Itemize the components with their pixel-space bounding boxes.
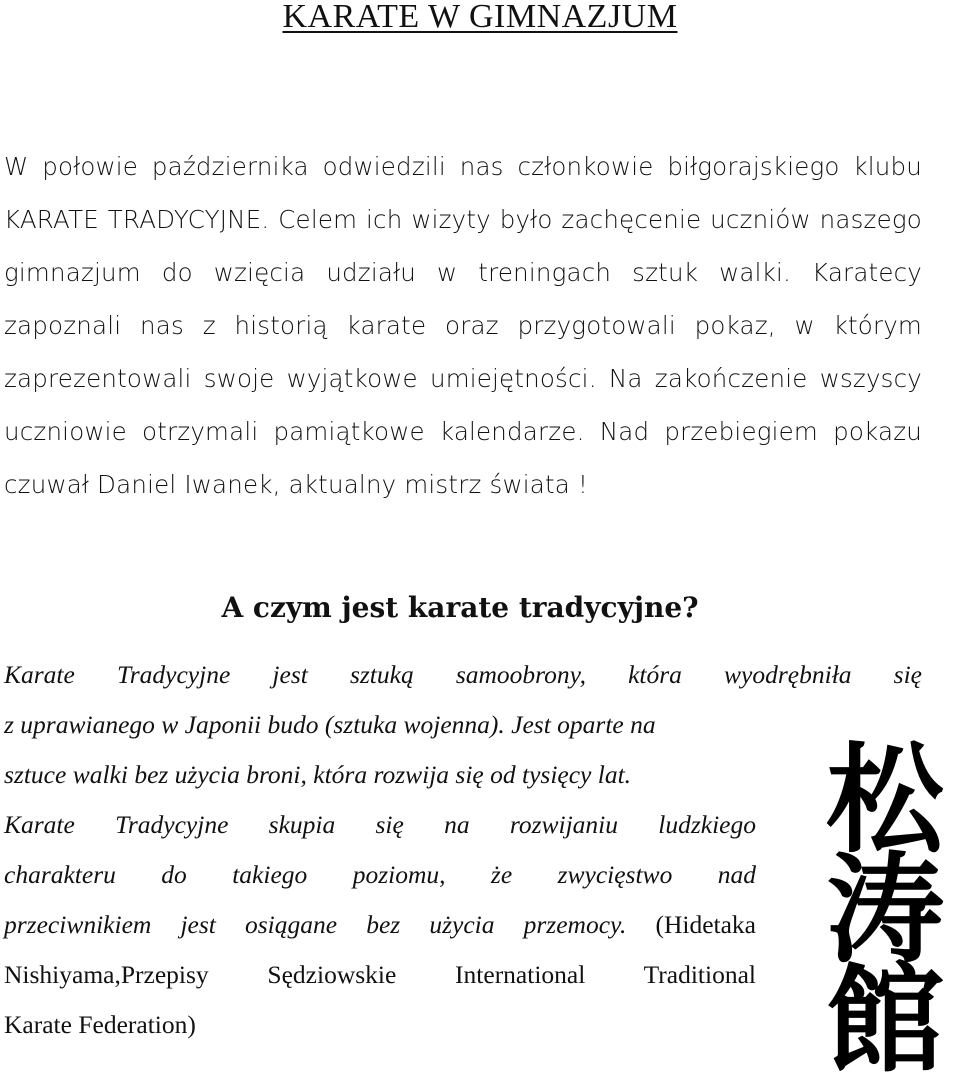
definition-line-1: Karate Tradycyjne jest sztuką samoobrony, która wyodrębniła się (4, 660, 922, 689)
definition-line-6-italic: przeciwnikiem jest osiągane bez użycia przemocy. (4, 910, 627, 939)
definition-line-6 (4, 900, 756, 950)
kanji-char-2: 涛 (825, 840, 944, 979)
citation-line-3: Karate Federation) (4, 1010, 196, 1039)
citation-line-2: Nishiyama,Przepisy Sędziowskie International Traditional (4, 960, 756, 989)
shotokan-calligraphy (810, 730, 960, 1089)
definition-line-4: Karate Tradycyjne skupia się na rozwijaniu ludzkiego (4, 810, 756, 839)
definition-block (4, 650, 922, 1050)
definition-line-2: z uprawianego w Japonii budo (sztuka wojenna). Jest oparte na (4, 710, 656, 739)
kanji-char-3: 館 (825, 950, 944, 1089)
section-subtitle: A czym jest karate tradycyjne? (221, 591, 699, 624)
page-title: KARATE W GIMNAZJUM (282, 0, 678, 35)
citation-start: (Hidetaka (626, 910, 757, 939)
definition-line-5: charakteru do takiego poziomu, że zwycięstwo nad (4, 860, 756, 889)
kanji-char-1: 松 (825, 730, 944, 869)
intro-paragraph: W połowie października odwiedzili nas członkowie biłgorajskiego klubu KARATE TRADYCYJNE. Celem ich wizyty było zachęcenie uczniów naszego gimnazjum do wzięcia udziału w treningach sztuk walki. Karatecy zapoznali nas z historią karate oraz przygotowali pokaz, w którym zaprezentowali swoje wyjątkowe umiejętności. Na zakończenie wszyscy uczniowie otrzymali pamiątkowe kalendarze. Nad przebiegiem pokazu czuwał Daniel Iwanek, aktualny mistrz świata ! (4, 152, 922, 499)
definition-line-3: sztuce walki bez użycia broni, która rozwija się od tysięcy lat. (4, 760, 632, 789)
